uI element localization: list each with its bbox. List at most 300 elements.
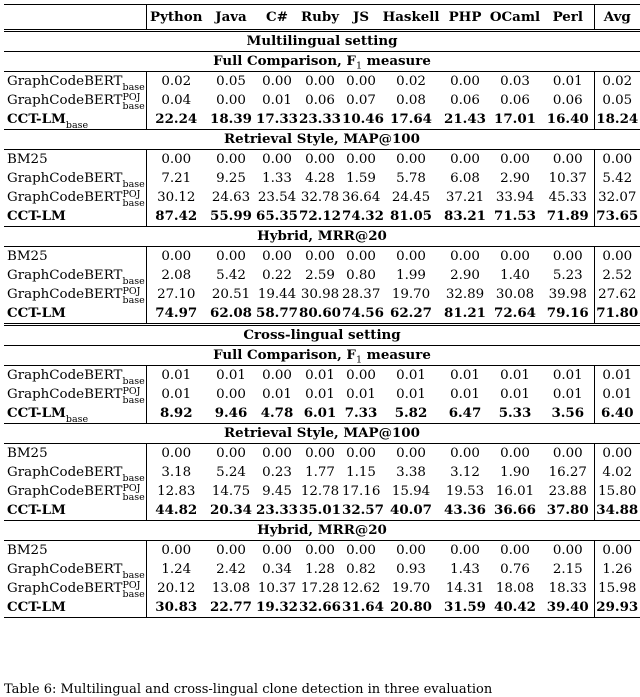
- value-cell: 74.32: [342, 208, 384, 224]
- table-row: [4, 110, 640, 130]
- value-cell: 0.00: [342, 541, 380, 561]
- model-name: CCT-LM: [7, 208, 66, 224]
- value-cell: 0.06: [500, 93, 530, 108]
- block-title-text: Hybrid, MRR@20: [257, 522, 387, 538]
- value-cell: 0.00: [342, 247, 380, 267]
- model-name: CCT-LM: [7, 599, 66, 615]
- model-name: CCT-LM: [7, 502, 66, 518]
- value-cell: 30.98: [300, 287, 340, 302]
- value-cell: 0.00: [594, 444, 640, 464]
- model-name-cell: [4, 385, 146, 404]
- value-cell: 83.21: [444, 208, 486, 224]
- value-cell: 3.12: [450, 465, 480, 480]
- model-name: GraphCodeBERT: [7, 93, 123, 108]
- value-cell: 32.89: [445, 287, 485, 302]
- value-cell: 0.02: [594, 72, 640, 92]
- value-cell: 22.77: [206, 598, 256, 618]
- value-cell: 33.94: [495, 190, 535, 205]
- value-cell: 2.90: [500, 171, 530, 186]
- model-name: GraphCodeBERT: [7, 190, 123, 205]
- value-cell: 19.70: [391, 287, 431, 302]
- value-cell: 36.64: [342, 190, 381, 205]
- value-cell: 13.08: [211, 581, 251, 596]
- value-cell: 6.40: [594, 404, 640, 424]
- table-row: [4, 150, 640, 170]
- value-cell: 45.33: [548, 190, 587, 205]
- value-cell: 0.00: [298, 150, 342, 170]
- value-cell: 16.01: [495, 484, 535, 499]
- value-cell: 27.10: [146, 285, 206, 304]
- value-cell: 32.57: [342, 502, 384, 518]
- table-header-row: [4, 5, 640, 31]
- model-name-cell: [4, 188, 146, 207]
- table-row: [4, 404, 640, 424]
- value-cell: 62.08: [210, 305, 252, 321]
- model-name: BM25: [7, 152, 48, 167]
- model-name: GraphCodeBERT: [7, 368, 123, 383]
- table-row: [4, 541, 640, 561]
- value-cell: 0.23: [262, 465, 292, 480]
- model-subscript: base: [122, 472, 145, 484]
- value-cell: 0.00: [442, 72, 488, 92]
- value-cell: 0.00: [442, 247, 488, 267]
- block-title-subscript: 1: [355, 60, 362, 72]
- value-cell: 0.02: [146, 72, 206, 92]
- model-subscript: base: [122, 178, 145, 190]
- value-cell: 15.98: [594, 579, 640, 598]
- value-cell: 72.12: [299, 208, 341, 224]
- block-title-row: [4, 52, 640, 72]
- value-cell: 0.00: [256, 366, 298, 386]
- value-cell: 0.00: [206, 541, 256, 561]
- block-title-tail: measure: [361, 347, 431, 363]
- table-row: [4, 444, 640, 464]
- value-cell: 72.64: [494, 305, 536, 321]
- table-row: [4, 91, 640, 110]
- value-cell: 32.78: [300, 190, 340, 205]
- value-cell: 0.00: [146, 444, 206, 464]
- model-subscript: base: [122, 197, 145, 209]
- model-name-cell: [4, 482, 146, 501]
- table-row: [4, 188, 640, 207]
- model-name: BM25: [7, 446, 48, 461]
- value-cell: 71.89: [546, 208, 589, 224]
- value-cell: 9.45: [262, 484, 292, 499]
- value-cell: 81.05: [390, 208, 432, 224]
- model-subscript: base: [122, 588, 145, 600]
- value-cell: 0.01: [262, 387, 292, 402]
- value-cell: 24.45: [391, 190, 431, 205]
- table-row: [4, 501, 640, 521]
- value-cell: 0.05: [594, 91, 640, 110]
- value-cell: 4.02: [594, 463, 640, 482]
- model-superscript: POJ: [122, 285, 141, 297]
- value-cell: 30.12: [146, 188, 206, 207]
- value-cell: 0.01: [298, 366, 342, 386]
- model-name-cell: [4, 541, 146, 561]
- value-cell: 0.00: [380, 150, 442, 170]
- model-name: CCT-LM: [7, 305, 66, 321]
- value-cell: 0.01: [305, 387, 335, 402]
- value-cell: 1.99: [396, 268, 426, 283]
- value-cell: 0.00: [488, 150, 542, 170]
- value-cell: 18.39: [210, 111, 252, 127]
- value-cell: 0.01: [146, 385, 206, 404]
- model-name-cell: [4, 579, 146, 598]
- model-name-cell: [4, 598, 146, 618]
- model-name-cell: [4, 72, 146, 92]
- model-name: GraphCodeBERT: [7, 287, 123, 302]
- value-cell: 0.00: [298, 444, 342, 464]
- value-cell: 19.32: [256, 598, 298, 618]
- block-title: [4, 521, 640, 541]
- value-cell: 0.00: [342, 366, 380, 386]
- value-cell: 4.78: [260, 405, 294, 421]
- value-cell: 0.00: [206, 150, 256, 170]
- value-cell: 79.16: [546, 305, 589, 321]
- value-cell: 39.98: [548, 287, 587, 302]
- value-cell: 0.01: [262, 93, 292, 108]
- value-cell: 1.90: [500, 465, 530, 480]
- model-subscript: base: [122, 81, 145, 93]
- column-header-java: Java: [206, 5, 256, 31]
- setting-title-row: [4, 325, 640, 346]
- value-cell: 0.00: [256, 247, 298, 267]
- value-cell: 0.00: [542, 444, 594, 464]
- table-row: [4, 560, 640, 579]
- value-cell: 0.22: [262, 268, 292, 283]
- model-name-cell: [4, 463, 146, 482]
- value-cell: 0.01: [442, 366, 488, 386]
- value-cell: 18.24: [594, 110, 640, 130]
- model-name-cell: [4, 444, 146, 464]
- value-cell: 12.83: [146, 482, 206, 501]
- value-cell: 87.42: [146, 207, 206, 227]
- value-cell: 10.46: [342, 111, 384, 127]
- value-cell: 2.42: [216, 562, 246, 577]
- value-cell: 1.40: [500, 268, 530, 283]
- value-cell: 0.03: [488, 72, 542, 92]
- model-name-cell: [4, 304, 146, 325]
- model-name-cell: [4, 247, 146, 267]
- value-cell: 0.00: [298, 247, 342, 267]
- value-cell: 5.82: [394, 405, 428, 421]
- setting-title: Cross-lingual setting: [4, 325, 640, 346]
- value-cell: 74.56: [342, 305, 384, 321]
- value-cell: 37.80: [546, 502, 589, 518]
- value-cell: 7.21: [146, 169, 206, 188]
- value-cell: 5.23: [552, 268, 583, 283]
- model-subscript: base: [122, 275, 145, 287]
- value-cell: 17.33: [256, 111, 298, 127]
- table-row: [4, 304, 640, 325]
- value-cell: 0.00: [442, 541, 488, 561]
- value-cell: 3.18: [146, 463, 206, 482]
- value-cell: 2.90: [450, 268, 480, 283]
- value-cell: 21.43: [444, 111, 486, 127]
- model-subscript: base: [65, 119, 89, 131]
- value-cell: 1.15: [346, 465, 376, 480]
- value-cell: 24.63: [211, 190, 251, 205]
- value-cell: 0.06: [305, 93, 335, 108]
- value-cell: 1.59: [346, 171, 376, 186]
- table-row: [4, 285, 640, 304]
- value-cell: 1.33: [262, 171, 292, 186]
- model-name: BM25: [7, 543, 48, 558]
- value-cell: 9.46: [214, 405, 248, 421]
- value-cell: 2.59: [305, 268, 335, 283]
- column-header-perl: Perl: [542, 5, 594, 31]
- value-cell: 3.38: [396, 465, 426, 480]
- value-cell: 28.37: [342, 287, 381, 302]
- model-name: GraphCodeBERT: [7, 581, 123, 596]
- value-cell: 0.01: [488, 366, 542, 386]
- value-cell: 15.94: [391, 484, 431, 499]
- value-cell: 23.88: [548, 484, 587, 499]
- block-title-tail: measure: [361, 53, 431, 69]
- value-cell: 0.00: [298, 72, 342, 92]
- value-cell: 0.76: [500, 562, 530, 577]
- model-name-cell: [4, 366, 146, 386]
- value-cell: 0.01: [542, 72, 594, 92]
- value-cell: 29.93: [594, 598, 640, 618]
- value-cell: 0.00: [146, 247, 206, 267]
- value-cell: 0.00: [488, 541, 542, 561]
- block-title-text: Retrieval Style, MAP@100: [224, 425, 420, 441]
- block-title-row: [4, 346, 640, 366]
- value-cell: 80.60: [299, 305, 341, 321]
- value-cell: 65.35: [256, 208, 298, 224]
- table-row: [4, 366, 640, 386]
- value-cell: 10.37: [548, 171, 587, 186]
- setting-title: Multilingual setting: [4, 31, 640, 52]
- value-cell: 0.93: [396, 562, 426, 577]
- value-cell: 8.92: [146, 404, 206, 424]
- model-name-cell: [4, 285, 146, 304]
- model-subscript: base: [122, 375, 145, 387]
- value-cell: 30.83: [146, 598, 206, 618]
- table-row: [4, 266, 640, 285]
- value-cell: 0.00: [256, 150, 298, 170]
- value-cell: 55.99: [210, 208, 252, 224]
- value-cell: 0.00: [380, 444, 442, 464]
- value-cell: 23.33: [256, 502, 298, 518]
- block-title-row: [4, 227, 640, 247]
- value-cell: 5.33: [498, 405, 532, 421]
- column-header-haskell: Haskell: [380, 5, 442, 31]
- block-title: [4, 424, 640, 444]
- column-header-avg: Avg: [594, 5, 640, 31]
- value-cell: 0.00: [488, 247, 542, 267]
- value-cell: 81.21: [444, 305, 486, 321]
- value-cell: 0.00: [256, 444, 298, 464]
- value-cell: 39.40: [542, 598, 594, 618]
- value-cell: 71.53: [494, 208, 536, 224]
- value-cell: 0.00: [342, 444, 380, 464]
- value-cell: 0.01: [552, 387, 583, 402]
- value-cell: 10.37: [257, 581, 297, 596]
- model-name: GraphCodeBERT: [7, 465, 123, 480]
- value-cell: 16.27: [548, 465, 587, 480]
- model-name: CCT-LM: [7, 111, 66, 127]
- value-cell: 35.01: [299, 502, 341, 518]
- value-cell: 4.28: [305, 171, 335, 186]
- value-cell: 5.42: [216, 268, 246, 283]
- value-cell: 0.01: [594, 385, 640, 404]
- model-name: BM25: [7, 249, 48, 264]
- value-cell: 0.02: [380, 72, 442, 92]
- model-superscript: POJ: [122, 482, 141, 494]
- value-cell: 0.00: [256, 72, 298, 92]
- model-name: GraphCodeBERT: [7, 387, 123, 402]
- value-cell: 0.06: [552, 93, 583, 108]
- value-cell: 0.01: [206, 366, 256, 386]
- value-cell: 18.33: [548, 581, 587, 596]
- table-row: [4, 72, 640, 92]
- table-row: [4, 579, 640, 598]
- model-subscript: base: [122, 100, 145, 112]
- value-cell: 23.54: [257, 190, 297, 205]
- model-superscript: POJ: [122, 91, 141, 103]
- value-cell: 16.40: [546, 111, 589, 127]
- value-cell: 1.24: [146, 560, 206, 579]
- value-cell: 15.80: [594, 482, 640, 501]
- model-name: GraphCodeBERT: [7, 562, 123, 577]
- block-title-text: Retrieval Style, MAP@100: [224, 131, 420, 147]
- model-name: GraphCodeBERT: [7, 484, 123, 499]
- block-title-row: [4, 521, 640, 541]
- value-cell: 0.00: [442, 150, 488, 170]
- model-name-cell: [4, 560, 146, 579]
- value-cell: 19.70: [391, 581, 431, 596]
- value-cell: 0.00: [146, 150, 206, 170]
- value-cell: 58.77: [256, 305, 298, 321]
- results-table: [4, 4, 640, 618]
- block-title-subscript: 1: [355, 354, 362, 366]
- setting-title-row: [4, 31, 640, 52]
- value-cell: 0.00: [146, 541, 206, 561]
- value-cell: 0.00: [256, 541, 298, 561]
- model-name: CCT-LM: [7, 405, 66, 421]
- value-cell: 3.56: [551, 405, 585, 421]
- model-name-cell: [4, 404, 146, 424]
- model-name-cell: [4, 150, 146, 170]
- value-cell: 0.00: [206, 444, 256, 464]
- value-cell: 2.15: [552, 562, 583, 577]
- value-cell: 2.52: [594, 266, 640, 285]
- value-cell: 0.00: [342, 72, 380, 92]
- value-cell: 62.27: [390, 305, 432, 321]
- value-cell: 0.01: [450, 387, 480, 402]
- value-cell: 0.00: [380, 541, 442, 561]
- value-cell: 37.21: [445, 190, 485, 205]
- value-cell: 31.64: [342, 598, 380, 618]
- value-cell: 36.66: [494, 502, 536, 518]
- value-cell: 12.62: [342, 581, 381, 596]
- value-cell: 27.62: [594, 285, 640, 304]
- block-title-text: Full Comparison, F: [213, 347, 356, 363]
- value-cell: 0.00: [542, 247, 594, 267]
- column-header-js: JS: [342, 5, 380, 31]
- value-cell: 0.00: [542, 541, 594, 561]
- value-cell: 22.24: [146, 110, 206, 130]
- value-cell: 0.00: [442, 444, 488, 464]
- value-cell: 5.78: [396, 171, 426, 186]
- value-cell: 0.05: [206, 72, 256, 92]
- value-cell: 0.00: [594, 541, 640, 561]
- model-name-cell: [4, 169, 146, 188]
- value-cell: 32.07: [594, 188, 640, 207]
- value-cell: 40.42: [488, 598, 542, 618]
- block-title-text: Hybrid, MRR@20: [257, 228, 387, 244]
- value-cell: 19.53: [445, 484, 485, 499]
- value-cell: 0.01: [380, 366, 442, 386]
- value-cell: 6.01: [303, 405, 337, 421]
- value-cell: 14.75: [211, 484, 251, 499]
- value-cell: 34.88: [594, 501, 640, 521]
- value-cell: 1.26: [594, 560, 640, 579]
- value-cell: 0.34: [262, 562, 292, 577]
- value-cell: 1.77: [305, 465, 335, 480]
- model-name-cell: [4, 91, 146, 110]
- value-cell: 0.06: [450, 93, 480, 108]
- value-cell: 2.08: [146, 266, 206, 285]
- table-row: [4, 385, 640, 404]
- value-cell: 40.07: [390, 502, 432, 518]
- value-cell: 1.43: [450, 562, 480, 577]
- value-cell: 20.51: [211, 287, 251, 302]
- model-name-cell: [4, 501, 146, 521]
- value-cell: 20.34: [210, 502, 252, 518]
- block-title-row: [4, 130, 640, 150]
- value-cell: 1.28: [305, 562, 335, 577]
- block-title-row: [4, 424, 640, 444]
- value-cell: 71.80: [594, 304, 640, 325]
- model-subscript: base: [122, 294, 145, 306]
- model-subscript: base: [65, 413, 89, 425]
- value-cell: 44.82: [146, 501, 206, 521]
- value-cell: 73.65: [594, 207, 640, 227]
- value-cell: 0.80: [346, 268, 376, 283]
- value-cell: 0.01: [500, 387, 530, 402]
- value-cell: 0.01: [396, 387, 426, 402]
- value-cell: 20.12: [146, 579, 206, 598]
- model-superscript: POJ: [122, 188, 141, 200]
- value-cell: 32.66: [298, 598, 342, 618]
- value-cell: 0.00: [216, 387, 246, 402]
- value-cell: 20.80: [380, 598, 442, 618]
- block-title-text: Full Comparison, F: [213, 53, 356, 69]
- header-model-cell: [4, 5, 146, 31]
- table-row: [4, 598, 640, 618]
- column-header-python: Python: [146, 5, 206, 31]
- value-cell: 0.00: [594, 150, 640, 170]
- value-cell: 12.78: [300, 484, 340, 499]
- table-row: [4, 207, 640, 227]
- column-header-ocaml: OCaml: [488, 5, 542, 31]
- value-cell: 7.33: [344, 405, 378, 421]
- value-cell: 0.00: [298, 541, 342, 561]
- block-title: [4, 52, 640, 72]
- value-cell: 6.47: [448, 405, 482, 421]
- block-title: [4, 227, 640, 247]
- model-name: GraphCodeBERT: [7, 268, 123, 283]
- value-cell: 0.01: [542, 366, 594, 386]
- value-cell: 0.00: [380, 247, 442, 267]
- block-title: [4, 130, 640, 150]
- table-row: [4, 169, 640, 188]
- model-superscript: POJ: [122, 385, 141, 397]
